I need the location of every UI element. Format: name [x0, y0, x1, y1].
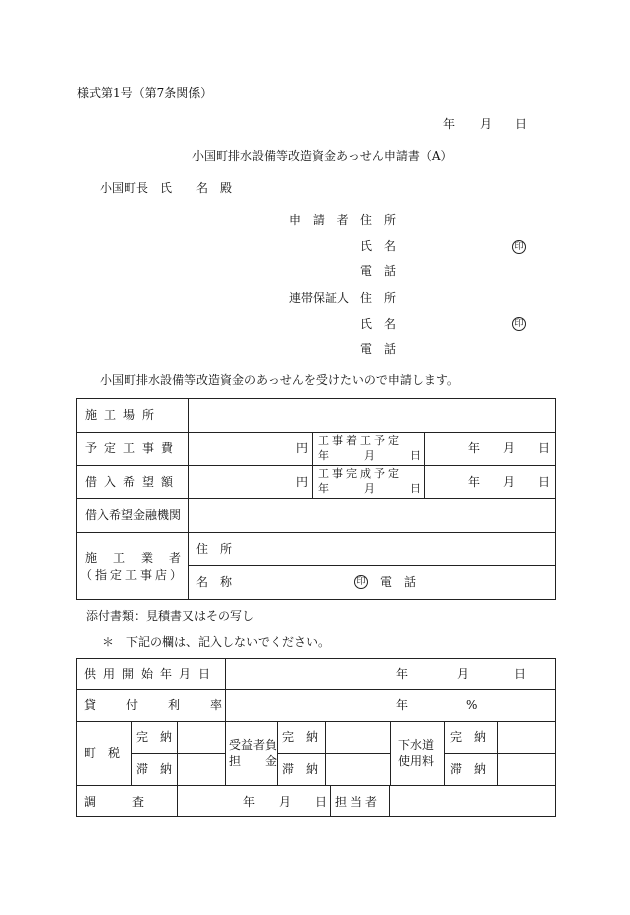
sewer-fee-label-1: 下水道 — [398, 738, 435, 752]
finish-value-month: 月 — [503, 475, 516, 489]
office-use-note: ＊ 下記の欄は、記入しないでください。 — [102, 635, 331, 649]
bank-label: 借入希望金融機関 — [85, 508, 182, 522]
form-number: 様式第1号（第7条関係） — [77, 86, 213, 100]
beneficiary-label-2: 担 金 — [229, 754, 278, 768]
applicant-name-label: 氏 名 — [360, 239, 397, 253]
loan-label: 借入希望額 — [85, 475, 181, 489]
finish-value-day: 日 — [538, 475, 551, 489]
survey-day: 日 — [315, 795, 328, 809]
date-day-label: 日 — [515, 117, 528, 131]
beneficiary-arrears: 滞 納 — [282, 762, 319, 776]
document-title: 小国町排水設備等改造資金あっせん申請書（A） — [192, 149, 453, 163]
applicant-phone-label: 電 話 — [360, 264, 397, 278]
start-label-month: 月 — [364, 449, 375, 462]
officer-label: 担当者 — [335, 795, 381, 809]
survey-label: 調 査 — [84, 795, 145, 809]
service-start-day: 日 — [514, 667, 527, 681]
start-value-year: 年 — [468, 441, 481, 455]
start-label-top: 工事着工予定 — [318, 434, 402, 447]
guarantor-address-label: 住 所 — [360, 291, 397, 305]
guarantor-seal-icon: 印 — [512, 317, 526, 331]
start-value-day: 日 — [538, 441, 551, 455]
guarantor-phone-label: 電 話 — [360, 342, 397, 356]
loan-field[interactable] — [192, 469, 292, 495]
survey-year: 年 — [243, 795, 256, 809]
sewer-fee-paid: 完 納 — [450, 730, 487, 744]
interest-rate-label: 貸付利率 — [84, 698, 253, 712]
contractor-seal-icon: 印 — [354, 575, 368, 589]
applicant-address-label: 住 所 — [360, 213, 397, 227]
site-label: 施工場所 — [85, 408, 162, 422]
cost-unit: 円 — [296, 441, 309, 455]
cost-field[interactable] — [192, 436, 292, 462]
contractor-label: 施工業者 — [85, 551, 198, 565]
sewer-fee-arrears: 滞 納 — [450, 762, 487, 776]
finish-label-year: 年 — [318, 482, 329, 495]
beneficiary-paid: 完 納 — [282, 730, 319, 744]
date-year-label: 年 — [443, 117, 456, 131]
sewer-fee-label-2: 使用料 — [398, 754, 435, 768]
contractor-phone-label: 電 話 — [380, 575, 417, 589]
site-field[interactable] — [192, 402, 552, 428]
start-label-year: 年 — [318, 449, 329, 462]
town-tax-label: 町 税 — [84, 746, 121, 760]
service-start-year: 年 — [396, 667, 409, 681]
guarantor-name-label: 氏 名 — [360, 317, 397, 331]
attachment-note: 添付書類：見積書又はその写し — [86, 609, 255, 623]
date-month-label: 月 — [480, 117, 493, 131]
applicant-seal-icon: 印 — [512, 240, 526, 254]
survey-month: 月 — [279, 795, 292, 809]
applicant-label: 申 請 者 — [289, 213, 353, 227]
interest-rate-percent: % — [466, 698, 478, 712]
cost-label: 予定工事費 — [85, 441, 181, 455]
bank-field[interactable] — [192, 502, 552, 528]
start-label-day: 日 — [410, 449, 421, 462]
contractor-sublabel: （指定工事店） — [80, 568, 186, 582]
contractor-name-label: 名 称 — [196, 575, 233, 589]
service-start-label: 供用開始年月日 — [84, 667, 218, 681]
finish-label-top: 工事完成予定 — [318, 467, 402, 480]
guarantor-label: 連帯保証人 — [289, 291, 350, 305]
loan-unit: 円 — [296, 475, 309, 489]
start-value-month: 月 — [503, 441, 516, 455]
service-start-month: 月 — [457, 667, 470, 681]
application-statement: 小国町排水設備等改造資金のあっせんを受けたいので申請します。 — [100, 373, 459, 387]
contractor-address-label: 住 所 — [196, 542, 233, 556]
addressee: 小国町長 氏 名 殿 — [100, 181, 233, 195]
town-tax-arrears: 滞 納 — [136, 762, 173, 776]
interest-rate-year: 年 — [396, 698, 409, 712]
finish-label-month: 月 — [364, 482, 375, 495]
beneficiary-label-1: 受益者負 — [229, 738, 278, 752]
finish-value-year: 年 — [468, 475, 481, 489]
town-tax-paid: 完 納 — [136, 730, 173, 744]
finish-label-day: 日 — [410, 482, 421, 495]
